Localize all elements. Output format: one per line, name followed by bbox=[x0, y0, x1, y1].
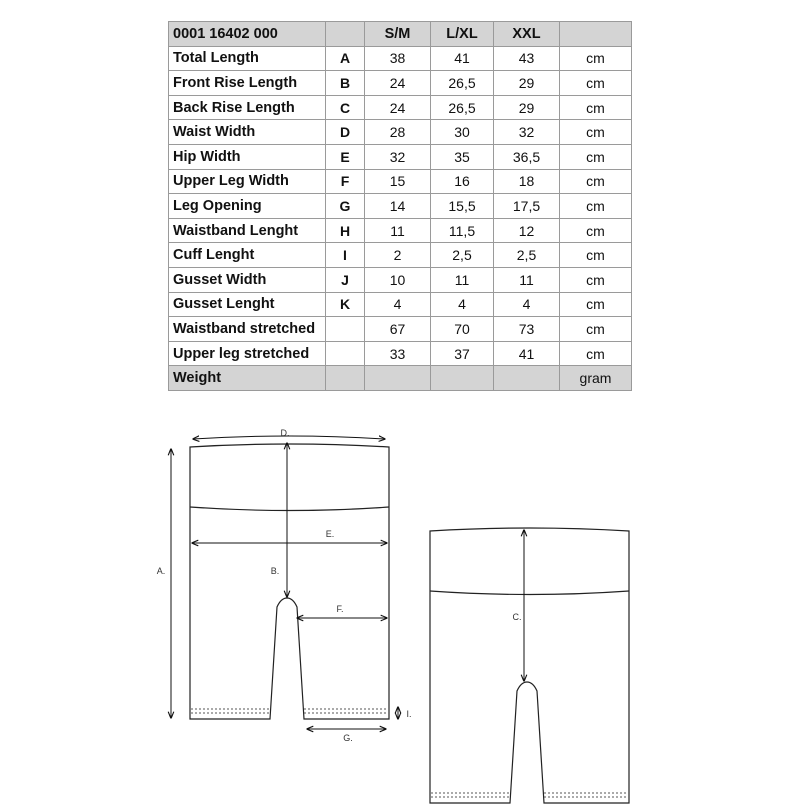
cell-sm: 32 bbox=[365, 144, 431, 169]
cell-label: Hip Width bbox=[169, 144, 326, 169]
cell-sm: 24 bbox=[365, 71, 431, 96]
cell-sm: 4 bbox=[365, 292, 431, 317]
back-shorts-outline bbox=[430, 528, 629, 803]
cell-unit: cm bbox=[560, 144, 632, 169]
cell-code: I bbox=[326, 243, 365, 268]
cell-unit: cm bbox=[560, 292, 632, 317]
cell-xxl: 29 bbox=[494, 71, 560, 96]
cell-unit: cm bbox=[560, 267, 632, 292]
cell-sm: 33 bbox=[365, 341, 431, 366]
label-b: B. bbox=[270, 566, 280, 576]
cell-lxl: 11 bbox=[431, 267, 494, 292]
cell-label: Upper leg stretched bbox=[169, 341, 326, 366]
front-waistband-seam bbox=[190, 507, 389, 511]
label-f: F. bbox=[336, 604, 344, 614]
cell-lxl: 30 bbox=[431, 120, 494, 145]
cell-lxl: 26,5 bbox=[431, 95, 494, 120]
cell-unit: cm bbox=[560, 71, 632, 96]
label-d: D. bbox=[280, 428, 290, 438]
cell-lxl: 4 bbox=[431, 292, 494, 317]
cell-lxl: 37 bbox=[431, 341, 494, 366]
cell-code: J bbox=[326, 267, 365, 292]
cell-xxl: 2,5 bbox=[494, 243, 560, 268]
cell-label: Cuff Lenght bbox=[169, 243, 326, 268]
cell-sm: 14 bbox=[365, 194, 431, 219]
cell-lxl: 70 bbox=[431, 317, 494, 342]
cell-xxl: 73 bbox=[494, 317, 560, 342]
cell-xxl: 32 bbox=[494, 120, 560, 145]
cell-label: Leg Opening bbox=[169, 194, 326, 219]
label-e: E. bbox=[325, 529, 335, 539]
cell-label: Back Rise Length bbox=[169, 95, 326, 120]
cell-unit: cm bbox=[560, 95, 632, 120]
back-view-shorts bbox=[430, 528, 629, 803]
cell-unit: cm bbox=[560, 169, 632, 194]
cell-code: K bbox=[326, 292, 365, 317]
cell-xxl: 11 bbox=[494, 267, 560, 292]
cell-label: Total Length bbox=[169, 46, 326, 71]
cell-xxl: 36,5 bbox=[494, 144, 560, 169]
cell-xxl: 41 bbox=[494, 341, 560, 366]
cell-label: Upper Leg Width bbox=[169, 169, 326, 194]
cell-lxl: 26,5 bbox=[431, 71, 494, 96]
cell-xxl: 18 bbox=[494, 169, 560, 194]
cell-label: Gusset Width bbox=[169, 267, 326, 292]
cell-lxl: 16 bbox=[431, 169, 494, 194]
cell-label: Waist Width bbox=[169, 120, 326, 145]
cell-label: Weight bbox=[169, 366, 326, 391]
cell-label: Waistband stretched bbox=[169, 317, 326, 342]
cell-unit: gram bbox=[560, 366, 632, 391]
cell-code: A bbox=[326, 46, 365, 71]
cell-sm: S/M bbox=[365, 22, 431, 47]
cell-code: D bbox=[326, 120, 365, 145]
cell-lxl: 15,5 bbox=[431, 194, 494, 219]
cell-lxl: 2,5 bbox=[431, 243, 494, 268]
cell-unit: cm bbox=[560, 194, 632, 219]
cell-sm: 28 bbox=[365, 120, 431, 145]
cell-unit: cm bbox=[560, 317, 632, 342]
cell-sm: 67 bbox=[365, 317, 431, 342]
front-view-shorts bbox=[190, 444, 389, 719]
cell-sm: 2 bbox=[365, 243, 431, 268]
label-a: A. bbox=[156, 566, 166, 576]
cell-label: Gusset Lenght bbox=[169, 292, 326, 317]
cell-lxl: 41 bbox=[431, 46, 494, 71]
cell-label: Front Rise Length bbox=[169, 71, 326, 96]
cell-unit: cm bbox=[560, 341, 632, 366]
cell-unit: cm bbox=[560, 243, 632, 268]
cell-code: C bbox=[326, 95, 365, 120]
front-measure-lines bbox=[171, 436, 398, 729]
cell-unit: cm bbox=[560, 120, 632, 145]
cell-lxl: L/XL bbox=[431, 22, 494, 47]
cell-lxl: 11,5 bbox=[431, 218, 494, 243]
cell-sm: 24 bbox=[365, 95, 431, 120]
cell-xxl: XXL bbox=[494, 22, 560, 47]
cell-unit: cm bbox=[560, 218, 632, 243]
back-right-cuff-stitch bbox=[544, 793, 628, 797]
cell-lxl: 35 bbox=[431, 144, 494, 169]
cell-xxl: 17,5 bbox=[494, 194, 560, 219]
cell-sm: 15 bbox=[365, 169, 431, 194]
cell-unit: cm bbox=[560, 46, 632, 71]
cell-label: 0001 16402 000 bbox=[169, 22, 326, 47]
cell-sm: 38 bbox=[365, 46, 431, 71]
cell-xxl: 4 bbox=[494, 292, 560, 317]
label-g: G. bbox=[343, 733, 353, 743]
front-right-cuff-stitch bbox=[304, 709, 388, 713]
cell-code: B bbox=[326, 71, 365, 96]
front-left-cuff-stitch bbox=[191, 709, 270, 713]
cell-xxl: 29 bbox=[494, 95, 560, 120]
cell-sm: 10 bbox=[365, 267, 431, 292]
label-i: I. bbox=[406, 709, 412, 719]
cell-code: H bbox=[326, 218, 365, 243]
cell-label: Waistband Lenght bbox=[169, 218, 326, 243]
cell-code: E bbox=[326, 144, 365, 169]
front-shorts-outline bbox=[190, 444, 389, 719]
back-left-cuff-stitch bbox=[431, 793, 510, 797]
cell-sm: 11 bbox=[365, 218, 431, 243]
cell-xxl: 43 bbox=[494, 46, 560, 71]
label-c: C. bbox=[512, 612, 522, 622]
back-waistband-seam bbox=[430, 591, 629, 595]
cell-code: F bbox=[326, 169, 365, 194]
cell-xxl: 12 bbox=[494, 218, 560, 243]
cell-code: G bbox=[326, 194, 365, 219]
